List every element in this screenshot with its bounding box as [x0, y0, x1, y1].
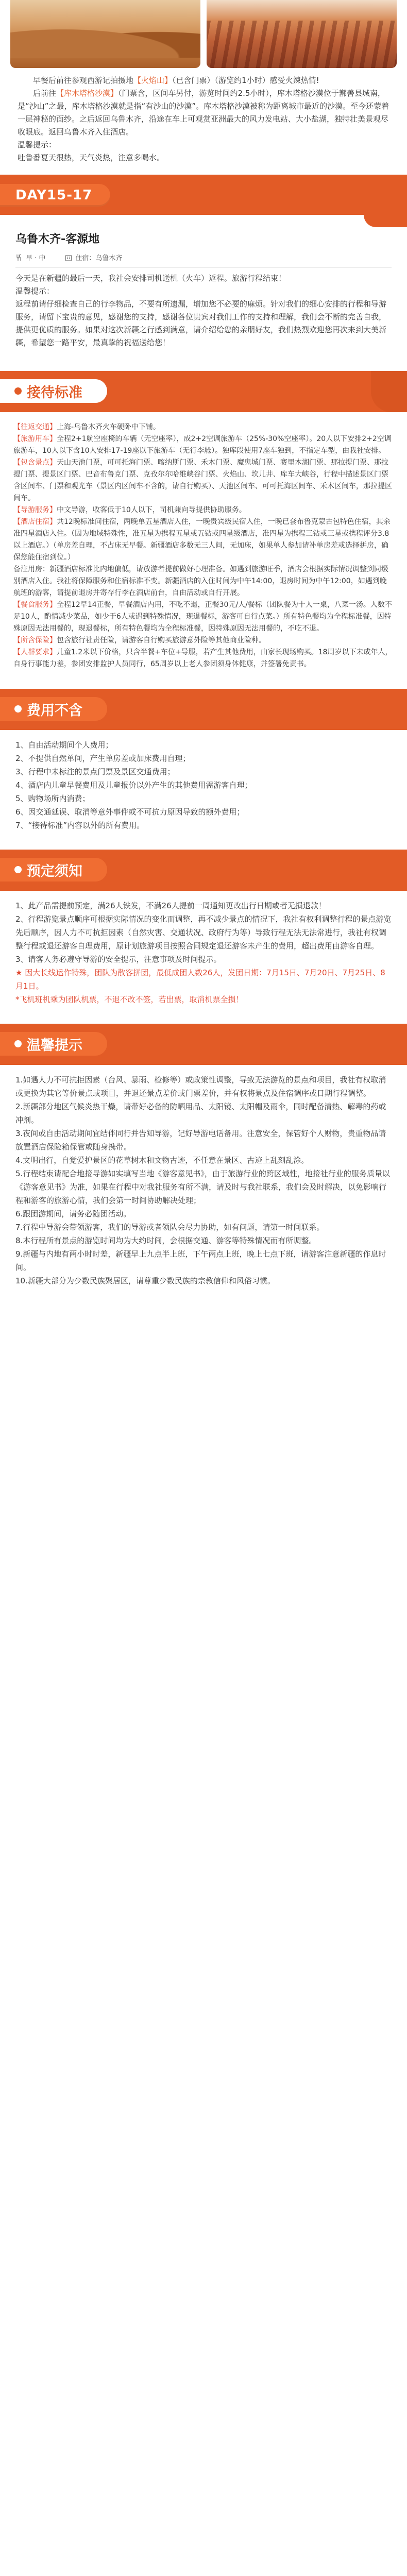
standard-item	[13, 457, 394, 504]
bullet-icon	[14, 866, 22, 873]
standard-text: 天山天池门票，可可托海门票、喀纳斯门票、禾木门票、魔鬼城门票、赛里木湖门票、那拉提门票、那拉提门票、提景区门票、巴音布鲁克门票、克孜尔尔哈维峡谷门票、火焰山、坎儿井、库车大峡谷，行程中描述景区门票含区间车、门票和观光车（景区内区间车不含的，请自行购买）、天池区间车、可可托海区间车、禾木区间车，那拉提区间车。	[13, 459, 392, 502]
tip-item: 4.文明出行，自觉爱护景区的花草树木和文物古迹，不任意在景区、古迹上乱刻乱涂。	[15, 1156, 309, 1165]
photo-strip	[0, 0, 407, 68]
standard-text: 备注用房：新疆酒店标准比内地偏低，请放游者提前做好心理准备。如遇到旅游旺季，酒店会根据实际情况调整到同级别酒店入住。我社将保障服务和住宿标准不变。新疆酒店的入住时间为中午14:00，退房时间为中午12:00，如遇到晚航班的游客，请提前退房并寄存行李在酒店前台，自由活动或自行开展。	[13, 565, 388, 597]
standard-text: 全程2+1航空座椅的车辆（无空座率），成2+2空调旅游车（25%-30%空座率）。20人以下安排2+2空调旅游车，10人以下含10人安排17-19座以下旅游车（无行李舱）。独库段使用7座车独到，不指定车型，由我社安排。	[13, 435, 392, 455]
standards-header	[0, 371, 407, 412]
standard-text: 上海-乌鲁木齐火车硬卧中下铺。	[57, 423, 161, 431]
intro-text: （门票含，区间车另付，游览时间约2.5小时），库木塔格沙漠位于鄯善县城南，是“沙山”之最，库木塔格沙漠就是指“有沙山的沙漠”。库木塔格沙漠被称为距离城市最近的沙漠。至今还蒙着一层神秘的面纱。之后返回乌鲁木齐，沿途在车上可观赏亚洲最大的风力发电站、大小盐湖，独特壮美景观尽收眼底。返回乌鲁木齐入住酒店。	[18, 89, 389, 137]
standard-tag: 【餐食服务】	[13, 601, 57, 609]
standard-tag: 【所含保险】	[13, 636, 57, 645]
excluded-list	[0, 730, 407, 838]
divider	[15, 267, 392, 268]
intro-paragraph-1	[18, 74, 389, 87]
day-body	[0, 215, 407, 360]
excluded-item: 7、“接待标准”内容以外的所有费用。	[15, 821, 145, 830]
header-tail	[371, 371, 407, 412]
intro-paragraph-2	[18, 87, 389, 139]
tip-item: 7.行程中导游会带领游客，我们的导游或者领队会尽力协助，如有问题，请第一时间联系。	[15, 1223, 325, 1232]
day-intro	[0, 68, 407, 168]
standard-text: 儿童1.2米以下价格，只含半餐+车位+导服，若产生其他费用，由家长现场购买。18周岁以下未成年人，自身行事能力差，参团安排监护人员同行，65周岁以上老人参团须身体健康，并签署免责书。	[13, 648, 393, 668]
excluded-item: 4、酒店内儿童早餐费用及儿童报价以外产生的其他费用需游客自理；	[15, 781, 252, 790]
tip-item: 3.夜间或自由活动期间宜结伴同行并告知导游，记好导游电话备用。注意安全，保管好个人财物，贵重物品请放置酒店保险箱保管或随身携带。	[15, 1129, 386, 1151]
tip-item: 1.如遇人力不可抗拒因素（台风、暴雨、检修等）或政策性调整，导致无法游览的景点和项目，我社有权取消或更换为其它等价景点或项目，并退还景点差价或门票差价，并有权将景点及住宿调序或日期行程调整。	[15, 1075, 386, 1098]
booking-item: 2、行程游览景点顺序可根据实际情况的变化而调整，再不减少景点的情况下，我社有权利调整行程的景点游览先后顺序，因人力不可抗拒因素（自然灾害、交通状况、政府行为等）导致行程无法无法常进行，我社有权调整行程或退还游客自理费用，原计划旅游项目按照合同规定退还游客未产生的费用，超出费用由游客自理。	[15, 914, 392, 951]
booking-list	[0, 891, 407, 1012]
standards-body	[0, 412, 407, 677]
section-cap	[0, 1032, 107, 1056]
standard-item	[13, 516, 394, 564]
meal-text: 早 · 中	[26, 255, 46, 262]
meta-row	[15, 252, 392, 262]
booking-item: 3、请客人务必遵守导游的安全提示，注意事项及时间提示。	[15, 955, 222, 964]
standard-item	[13, 433, 394, 457]
booking-item: ★ 因大长线运作特殊，团队为散客拼团，最低成团人数26人，发团日期：7月15日、7月20日、7月25日、8月1日。	[15, 968, 385, 991]
day-label: DAY15-17	[15, 188, 93, 203]
intro-text: 早餐后前往参观西游记拍摄地	[33, 76, 134, 85]
section-cap	[0, 858, 107, 882]
tips-section	[0, 1024, 407, 1294]
excluded-item: 6、因交通延误、取消等意外事件或不可抗力原因导致的额外费用；	[15, 807, 245, 817]
standard-tag: 【往返交通】	[13, 423, 57, 431]
standard-tag: 【酒店住宿】	[13, 518, 57, 526]
bullet-icon	[14, 387, 22, 395]
day-banner	[0, 175, 407, 215]
tip-item: 10.新疆大部分为少数民族聚居区，请尊重少数民族的宗教信仰和风俗习惯。	[15, 1276, 275, 1285]
booking-item: *飞机班机乘为团队机票，不退不改不签，若出票，取消机票全损！	[15, 995, 244, 1004]
section-title: 温馨提示	[27, 1037, 82, 1054]
standard-text: 全程12早14正餐，早餐酒店内用，不吃不退，正餐30元/人/餐标（团队餐为十人一桌，八菜一汤。人数不足10人，酌情减少菜品，如少于6人或遇到特殊情况，现退餐标，游客可自行点菜。）所有特色餐均为全程标准餐，因特殊原因无法用餐的，现退餐标，所有特色餐均为全程标准餐，因特殊原因无法用餐的，不吃不退。	[13, 601, 392, 633]
standard-item	[13, 647, 394, 670]
excluded-header	[0, 689, 407, 730]
booking-section	[0, 850, 407, 1012]
section-cap	[0, 697, 107, 721]
intro-text: （已含门票）（游览约1小时）感受火辣热情!	[172, 76, 319, 85]
day-tips-label: 温馨提示：	[15, 286, 55, 296]
booking-item: 1、此产品需提前预定，满26人铁发，不满26人提前一周通知更改出行日期或者无损退款！	[15, 901, 326, 910]
tip-item: 9.新疆与内地有两小时时差，新疆早上九点半上班，下午两点上班，晚上七点下班，请游客注意新疆的作息时间。	[15, 1249, 386, 1272]
booking-header	[0, 850, 407, 891]
day-banner-tab	[0, 184, 110, 207]
standard-text: 中文导游，收客低于10人以下，司机兼向导提供协助服务。	[57, 506, 246, 514]
intro-tips-text: 吐鲁番夏天很热，天气炎热，注意多喝水。	[18, 153, 165, 162]
banner-notch	[364, 215, 407, 227]
standard-text: 共12晚标准间住宿，两晚单五星酒店入住，一晚贵宾级民宿入住，一晚已套布鲁克蒙古包特色住宿，其余准四星酒店入住。（因为地域特殊性，准五星为携程五星或五钻或四星级酒店，准四星为携程三钻或三星或携程评分3.8以上酒店。）（单房差自理，不占床无早餐。新疆酒店多数无三人间，无加床，如果单人参加请补单房差或选择拼房，确保您能住宿到位。）	[13, 518, 391, 562]
excluded-item: 5、购物场所内消费；	[15, 794, 90, 803]
route-title: 乌鲁木齐-客源地	[15, 233, 100, 246]
standard-tag: 【包含景点】	[13, 459, 57, 467]
standard-item	[13, 564, 394, 599]
standard-item	[13, 421, 394, 433]
standards-section	[0, 371, 407, 677]
standard-tag: 【人群要求】	[13, 648, 57, 656]
standard-item	[13, 504, 394, 516]
excluded-item: 2、不提供自然单间，产生单房差或加床费用自理；	[15, 754, 191, 763]
standard-item	[13, 599, 394, 635]
tips-list	[0, 1065, 407, 1294]
attraction-tag: 【库木塔格沙漠】	[56, 89, 118, 98]
standard-text: 包含旅行社责任险，请游客自行购买旅游意外险等其他商业险种。	[57, 636, 266, 645]
section-title: 费用不含	[27, 702, 82, 719]
standard-item	[13, 635, 394, 647]
tip-item: 5.行程结束请配合地接导游如实填写当地《游客意见书》，由于旅游行业的跨区域性，地接社行业的服务质量以《游客意见书》为准，如果在行程中对我社服务有所不满，请及时与我社联系，我们会及时解决，以免影响行程和游客的旅游心情，我们会第一时间协助解决处理；	[15, 1169, 390, 1205]
day-paragraph: 今天是在新疆的最后一天，我社会安排司机送机（火车）返程。旅游行程结束！	[15, 274, 286, 283]
meal-icon	[15, 254, 23, 261]
tips-header	[0, 1024, 407, 1065]
hotel-icon	[65, 254, 72, 261]
meal-info	[15, 252, 45, 262]
intro-tips-label: 温馨提示：	[18, 140, 57, 149]
section-cap	[0, 379, 107, 403]
hotel-text: 住宿：乌鲁木齐	[75, 255, 123, 262]
excluded-item: 1、自由活动期间个人费用；	[15, 740, 113, 750]
desert-photo	[10, 0, 200, 68]
section-title: 接待标准	[27, 384, 82, 401]
flaming-mountain-photo	[207, 0, 397, 68]
standard-tag: 【导游服务】	[13, 506, 57, 514]
tip-item: 8.本行程所有景点的游览时间均为大约时间，会根据交通、游客等特殊情况而有所调整。	[15, 1236, 317, 1245]
day-tips-text: 返程前请仔细检查自己的行李物品，不要有所遗漏，增加您不必要的麻烦。针对我们的细心安排的行程和导游服务，请留下宝贵的意见，感谢您的支持，感谢各位贵宾对我们工作的支持和理解，我们会不断的完善自我，提供更优质的服务。如果对这次新疆之行感到满意，请介绍给您的亲朋好友，我们热烈欢迎您再次来到大美新疆，希望您一路平安，最真挚的祝福送给您！	[15, 299, 387, 347]
excluded-section	[0, 689, 407, 838]
standard-tag: 【旅游用车】	[13, 435, 57, 443]
bullet-icon	[14, 1040, 22, 1047]
attraction-tag: 【火焰山】	[133, 76, 173, 85]
excluded-item: 3、行程中未标注的景点门票及景区交通费用；	[15, 767, 175, 776]
tip-item: 6.跟团游期间，请务必随团活动。	[15, 1209, 131, 1218]
section-title: 预定须知	[27, 863, 82, 879]
intro-text: 后前往	[33, 89, 57, 98]
bullet-icon	[14, 705, 22, 713]
hotel-info	[65, 252, 122, 262]
tip-item: 2.新疆部分地区气候炎热干燥，请带好必备的防晒用品、太阳镜、太阳帽及雨伞，同时配备清热、解毒的药或冲剂。	[15, 1102, 386, 1125]
day-description	[15, 272, 392, 349]
